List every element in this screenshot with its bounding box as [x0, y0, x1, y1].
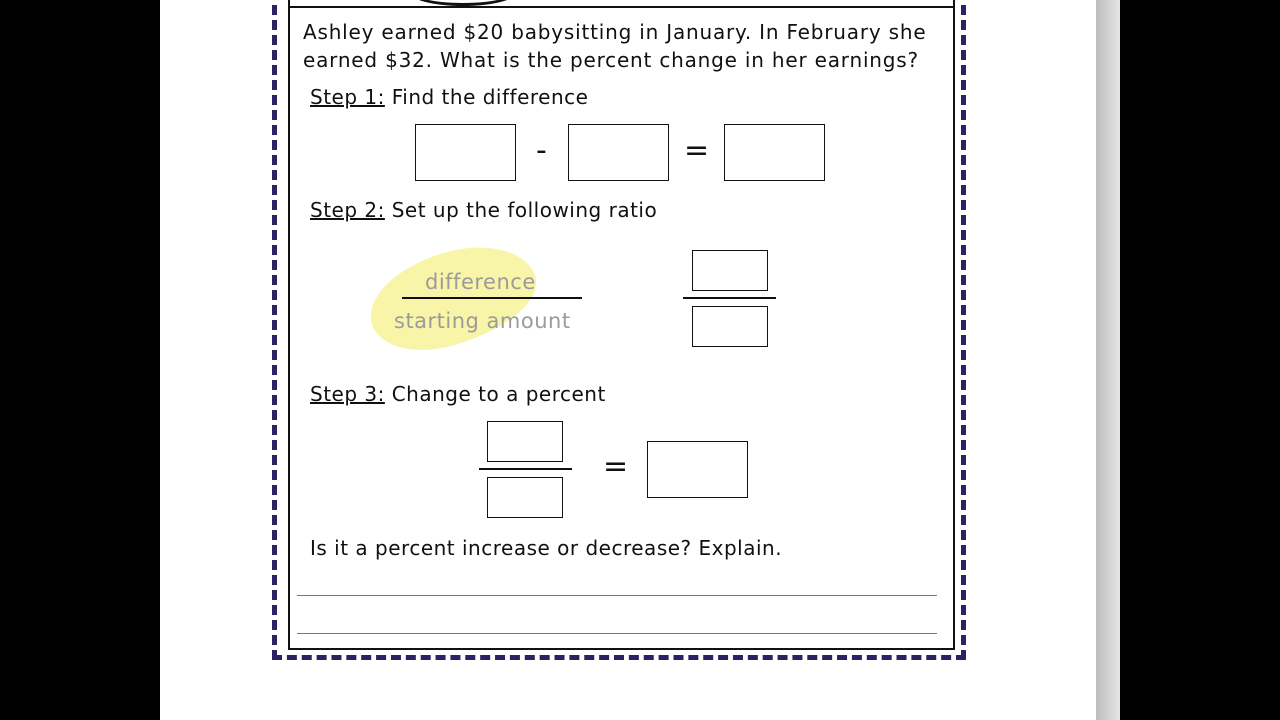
step3-percent-box[interactable] [647, 441, 748, 498]
step1-box-ending[interactable] [415, 124, 516, 181]
problem-line-1: Ashley earned $20 babysitting in January. In February she [303, 20, 927, 44]
page-shadow [1096, 0, 1120, 720]
step1-box-difference[interactable] [724, 124, 825, 181]
step1-label: Step 1: [310, 85, 385, 109]
answer-line-1[interactable] [297, 595, 937, 596]
top-rule [290, 6, 953, 8]
ratio-numerator-box[interactable] [692, 250, 768, 291]
step1-equals: = [684, 133, 710, 168]
ratio-denominator-box[interactable] [692, 306, 768, 347]
step3-numerator-box[interactable] [487, 421, 563, 462]
answer-line-2[interactable] [297, 633, 937, 634]
ratio-denominator-label: starting amount [394, 309, 571, 333]
step3-denominator-box[interactable] [487, 477, 563, 518]
step2-label: Step 2: [310, 198, 385, 222]
explain-question: Is it a percent increase or decrease? Explain. [310, 536, 783, 560]
step1-heading [310, 85, 588, 109]
step3-equals: = [603, 449, 629, 484]
ratio-fraction-bar [402, 297, 582, 299]
step2-text: Set up the following ratio [391, 198, 658, 222]
step1-box-starting[interactable] [568, 124, 669, 181]
problem-line-2: earned $32. What is the percent change in her earnings? [303, 48, 919, 72]
step3-heading [310, 382, 606, 406]
ratio-box-fraction-bar [683, 297, 776, 299]
step1-minus: - [536, 133, 547, 168]
step3-fraction-bar [479, 468, 572, 470]
ratio-numerator-label: difference [425, 270, 536, 294]
step1-text: Find the difference [391, 85, 589, 109]
step3-text: Change to a percent [391, 382, 606, 406]
step3-label: Step 3: [310, 382, 385, 406]
step2-heading [310, 198, 657, 222]
